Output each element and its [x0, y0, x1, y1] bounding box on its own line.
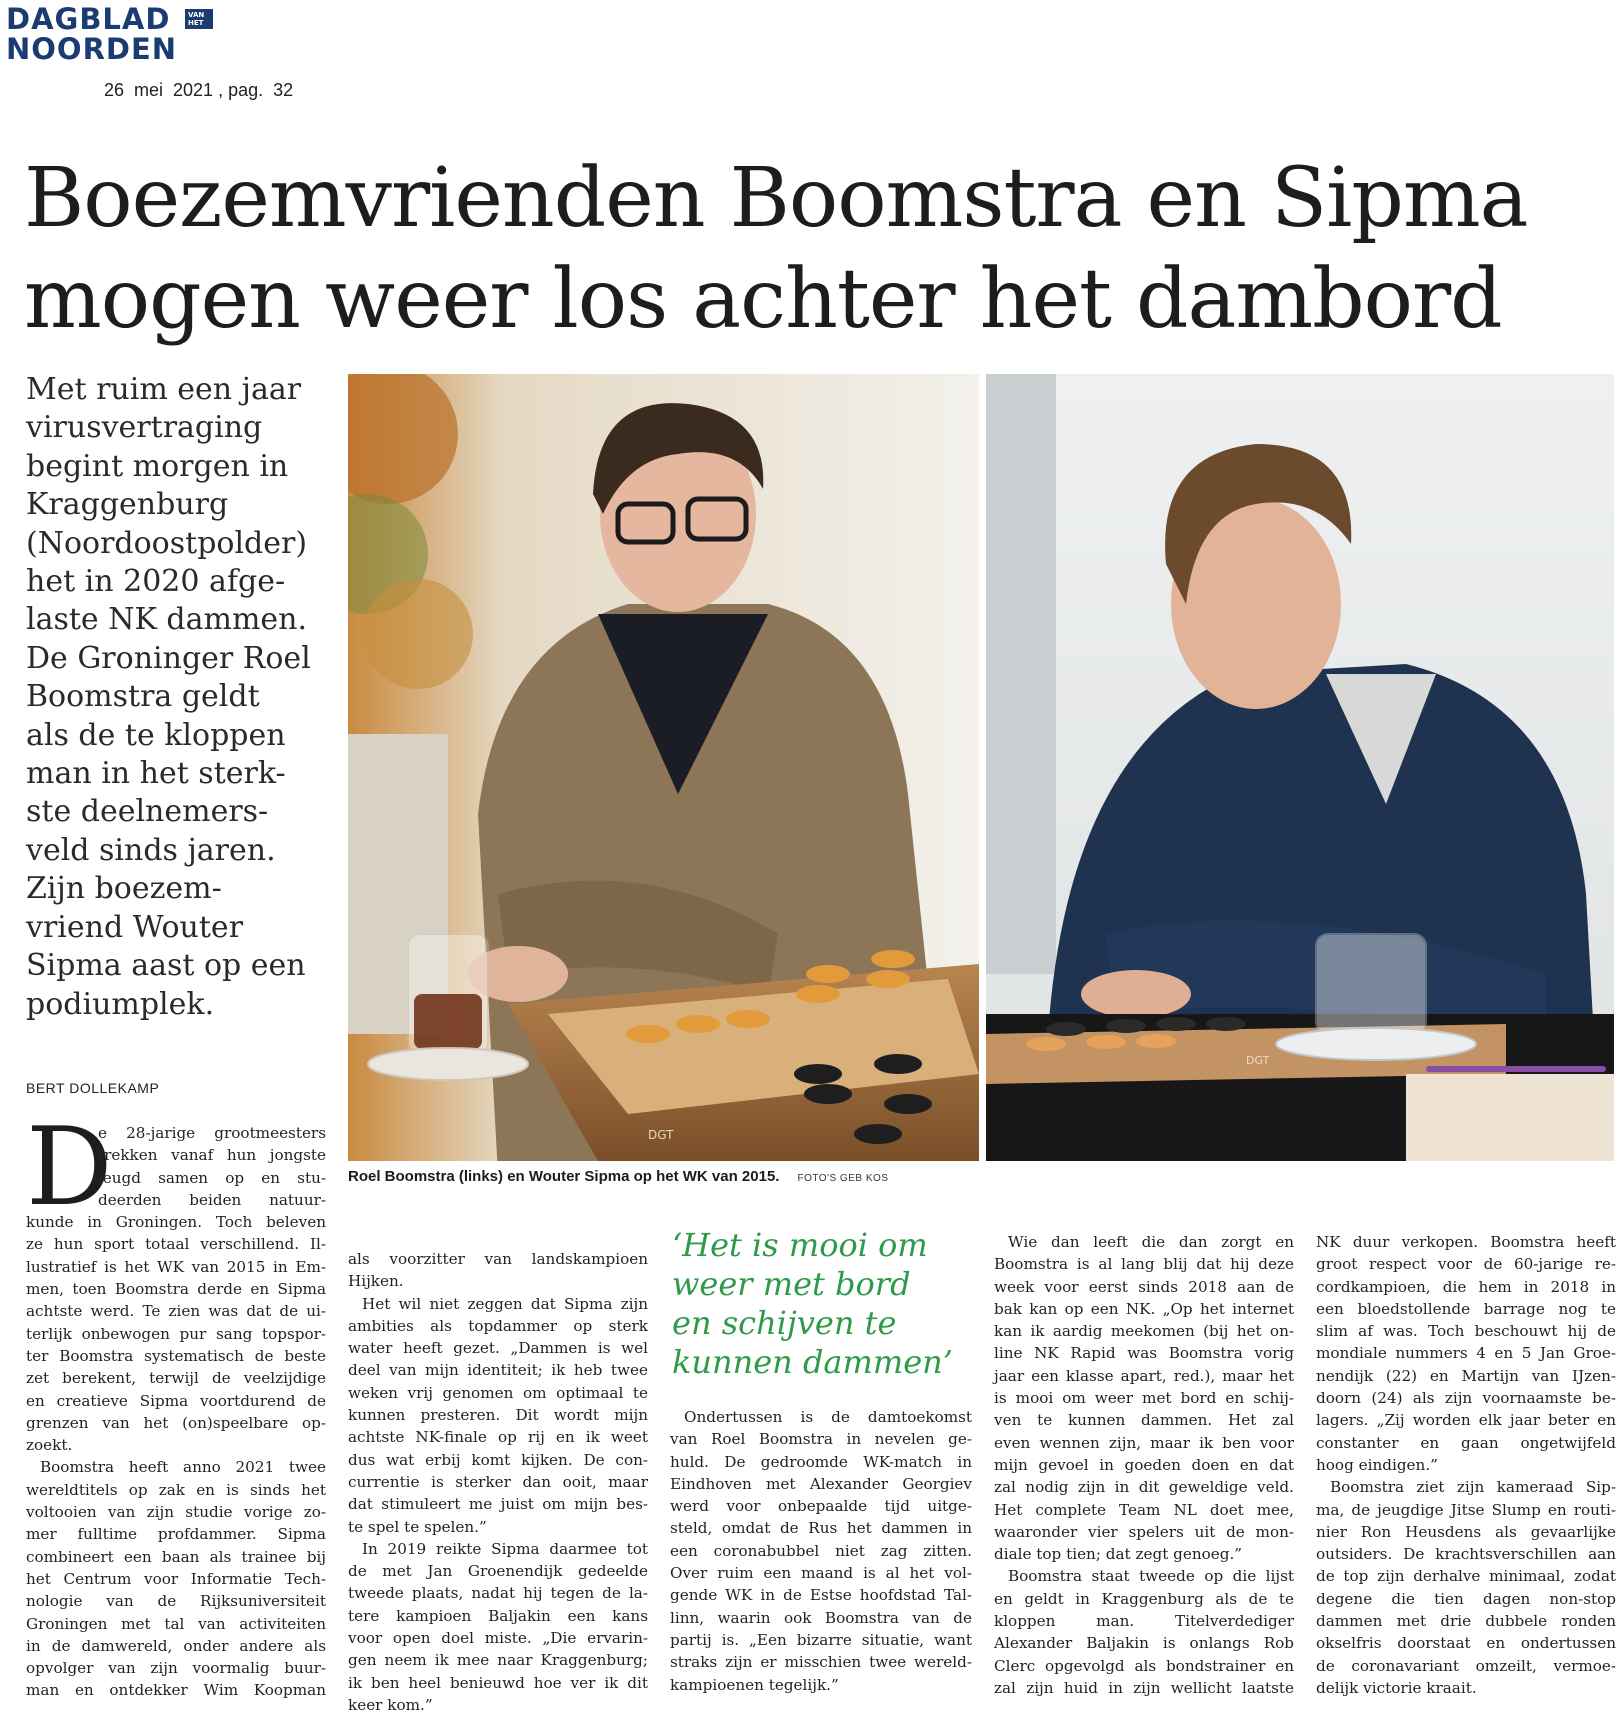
- body-line: waaronder vier spelers uit de mon-: [994, 1522, 1294, 1541]
- body-line: als voorzitter van landskampioen: [348, 1250, 648, 1268]
- body-line: de met Jan Groenendijk gedeelde: [348, 1562, 648, 1581]
- body-line: gen neem ik mee naar Kraggenburg;: [348, 1651, 648, 1670]
- body-line: dat stimuleert me juist om mijn bes-: [348, 1495, 648, 1514]
- body-line: zet berekent, terwijl de veelzijdige: [26, 1369, 326, 1388]
- body-line: Het complete Team NL doet mee,: [994, 1500, 1294, 1519]
- body-line: lustratief is het WK van 2015 in Em-: [26, 1257, 326, 1276]
- body-line: constanter en gaan ongetwijfeld: [1316, 1433, 1616, 1452]
- body-line: jaar een klasse apart, red.), maar het: [994, 1366, 1294, 1385]
- photo-roel-boomstra: [348, 374, 979, 1161]
- body-line: Alexander Baljakin is onlangs Rob: [994, 1634, 1294, 1653]
- photo-wouter-sipma: [986, 374, 1614, 1161]
- body-line: te spel te spelen.”: [348, 1517, 487, 1536]
- body-line: werd voor onbepaalde tijd uitge-: [670, 1497, 972, 1516]
- body-line: voor open doel miste. „Die ervarin-: [348, 1629, 648, 1648]
- body-line: opvolger van zijn voormalig buur-: [26, 1659, 326, 1678]
- body-line: het Centrum voor Informatie Tech-: [26, 1569, 326, 1588]
- body-line: kan ik aardig meekomen (bij het on-: [994, 1322, 1294, 1341]
- body-line: zal nodig zijn in dit geweldige veld.: [994, 1478, 1294, 1497]
- intro-line: begint morgen in: [26, 448, 289, 484]
- body-line: terlijk onbewogen pur sang topspor-: [26, 1324, 326, 1343]
- body-line: Boomstra staat tweede op die lijst: [1008, 1567, 1294, 1586]
- body-column-3: [670, 1406, 972, 1696]
- body-line: nologie van de Rijksuniversiteit: [26, 1592, 326, 1611]
- headline: [24, 148, 1614, 350]
- body-line: kunde in Groningen. Toch beleven: [26, 1213, 326, 1232]
- intro-line: laste NK dammen.: [26, 602, 308, 638]
- intro-line: Boomstra geldt: [26, 679, 260, 715]
- body-line: dus wat erbij komt kijken. De con-: [348, 1450, 648, 1469]
- body-line: Boomstra heeft anno 2021 twee: [40, 1458, 326, 1477]
- body-line: ze hun sport totaal verschillend. Il-: [26, 1235, 326, 1254]
- intro-line: (Noordoostpolder): [26, 525, 308, 561]
- body-line: delijk victorie kraait.: [1316, 1678, 1477, 1697]
- body-column-5: [1316, 1231, 1616, 1699]
- intro-line: veld sinds jaren.: [26, 832, 276, 868]
- intro-line: het in 2020 afge-: [26, 564, 286, 600]
- photo-caption: [348, 1168, 888, 1185]
- body-line: voltooien van zijn studie vorige zo-: [26, 1503, 326, 1522]
- body-line: weken vrij genomen om optimaal te: [348, 1383, 648, 1402]
- body-line: diale top tien; dat zegt genoeg.”: [994, 1545, 1243, 1564]
- board-logo-text: DGT: [648, 1128, 674, 1142]
- pull-quote-line: kunnen dammen’: [672, 1343, 953, 1381]
- body-column-2: [348, 1248, 648, 1716]
- dateline: 26 mei 2021 , pag. 32: [104, 80, 294, 100]
- body-line: ven te kunnen dammen. Het zal: [994, 1411, 1294, 1430]
- body-line: Groningen met tal van activiteiten: [26, 1614, 326, 1633]
- intro-line: Sipma aast op een: [26, 948, 306, 984]
- body-line: okselfris doorstaat en ondertussen: [1316, 1634, 1616, 1653]
- body-line: groot respect voor de 60-jarige re-: [1316, 1255, 1616, 1274]
- body-column-4: [994, 1231, 1294, 1699]
- body-line: de top zijn derhalve minimaal, zodat: [1316, 1567, 1616, 1586]
- pull-quote-line: weer met bord: [672, 1265, 911, 1303]
- body-line: nendijk (22) en Martijn van IJzen-: [1316, 1366, 1616, 1385]
- newspaper-logo: [6, 3, 216, 65]
- body-line: grenzen van het (on)speelbare op-: [26, 1413, 326, 1432]
- intro-line: Zijn boezem-: [26, 871, 222, 907]
- body-line: jeugd samen op en stu-: [98, 1168, 326, 1187]
- body-line: kampioenen tegelijk.”: [670, 1675, 839, 1694]
- body-line: nier Ron Heusdens als gevaarlijke: [1316, 1522, 1616, 1541]
- body-line: combineert een baan als trainee bij: [26, 1547, 326, 1566]
- body-line: degene die tien dagen non-stop: [1316, 1589, 1616, 1608]
- body-line: mer fulltime profdammer. Sipma: [26, 1525, 326, 1544]
- body-line: line NK Rapid was Boomstra vorig: [994, 1344, 1294, 1363]
- intro-line: vriend Wouter: [26, 909, 244, 945]
- body-line: keer kom.”: [348, 1695, 433, 1714]
- headline-line: Boezemvrienden Boomstra en Sipma: [24, 151, 1528, 246]
- body-line: slim af was. Toch beschouwt hij de: [1316, 1322, 1616, 1341]
- caption-text: Roel Boomstra (links) en Wouter Sipma op het WK van 2015.: [348, 1168, 780, 1185]
- body-column-1: [26, 1122, 326, 1702]
- photo-credit: FOTO'S GEB KOS: [797, 1173, 889, 1184]
- body-line: even wennen zijn, maar ik ben voor: [994, 1433, 1294, 1452]
- intro-line: als de te kloppen: [26, 717, 286, 753]
- body-line: week voor eerst sinds 2018 aan de: [994, 1277, 1294, 1296]
- body-line: NK duur verkopen. Boomstra heeft: [1316, 1233, 1616, 1251]
- pull-quote-line: ‘Het is mooi om: [672, 1226, 928, 1264]
- body-line: water heeft gezet. „Dammen is wel: [348, 1339, 648, 1358]
- body-line: mondiale nummers 4 en 5 Jan Groe-: [1316, 1344, 1616, 1363]
- byline: BERT DOLLEKAMP: [26, 1080, 160, 1096]
- logo-line-2: NOORDEN: [6, 32, 178, 66]
- pull-quote-line: en schijven te: [672, 1304, 897, 1342]
- intro-line: podiumplek.: [26, 986, 215, 1022]
- body-line: In 2019 reikte Sipma daarmee tot: [362, 1539, 648, 1558]
- body-line: doorn (24) als zijn voornaamste be-: [1316, 1389, 1616, 1408]
- body-line: linn, waarin ook Boomstra van de: [670, 1608, 972, 1627]
- body-line: gende WK in de Estse hoofdstad Tal-: [670, 1586, 972, 1605]
- body-line: Ondertussen is de damtoekomst: [684, 1408, 972, 1426]
- body-line: hoog eindigen.”: [1316, 1455, 1438, 1474]
- body-line: en geldt in Kraggenburg als de te: [994, 1589, 1294, 1608]
- body-line: wereldtitels op zak en is sinds het: [26, 1480, 326, 1499]
- body-line: en creatieve Sipma voortdurend de: [26, 1391, 326, 1410]
- body-line: Hijken.: [348, 1272, 404, 1291]
- body-line: mijn gevoel in goeden doen en dat: [994, 1455, 1294, 1474]
- body-line: huld. De gedroomde WK-match in: [670, 1452, 972, 1471]
- body-line: een bloedstollende barrage nog te: [1316, 1299, 1616, 1318]
- body-line: zoekt.: [26, 1436, 73, 1455]
- intro-line: Kraggenburg: [26, 487, 229, 523]
- body-line: Boomstra is al lang blij dat hij deze: [994, 1255, 1294, 1274]
- body-line: Over ruim een maand is al het vol-: [670, 1564, 972, 1583]
- body-line: Eindhoven met Alexander Georgiev: [670, 1474, 972, 1493]
- body-line: lagers. „Zij worden elk jaar beter en: [1316, 1411, 1616, 1430]
- intro-line: ste deelnemers-: [26, 794, 269, 830]
- headline-line: mogen weer los achter het dambord: [24, 252, 1502, 347]
- body-line: achtste werd. Te zien was dat de ui-: [26, 1302, 326, 1321]
- body-line: deerden beiden natuur-: [98, 1190, 326, 1209]
- body-line: men, toen Boomstra derde en Sipma: [26, 1280, 326, 1299]
- board-logo-text-2: DGT: [1246, 1054, 1270, 1067]
- body-line: Het wil niet zeggen dat Sipma zijn: [362, 1294, 648, 1313]
- body-line: dammen met drie dubbele ronden: [1316, 1612, 1616, 1631]
- body-line: in de damwereld, onder andere als: [26, 1636, 326, 1655]
- body-line: ter Boomstra systematisch de beste: [26, 1346, 326, 1365]
- body-line: man en ontdekker Wim Koopman: [26, 1681, 326, 1700]
- body-line: outsiders. De krachtsverschillen aan: [1316, 1545, 1616, 1564]
- intro-paragraph: [26, 371, 346, 1024]
- body-line: kunnen presteren. Dit wordt mijn: [348, 1406, 648, 1425]
- body-line: is mooi om weer met bord en schij-: [994, 1389, 1294, 1408]
- body-line: cordkampioen, die hem in 2018 in: [1316, 1277, 1616, 1296]
- body-line: tweede plaats, nadat hij tegen de la-: [348, 1584, 648, 1603]
- body-line: deel van mijn identiteit; ik heb twee: [348, 1361, 648, 1380]
- body-line: kloppen man. Titelverdediger: [994, 1612, 1294, 1631]
- intro-line: De Groninger Roel: [26, 640, 311, 676]
- body-line: straks zijn er misschien twee wereld-: [670, 1653, 972, 1672]
- pull-quote: [672, 1226, 972, 1382]
- body-line: tere kampioen Baljakin een kans: [348, 1606, 648, 1625]
- body-line: currentie is sterker dan ooit, maar: [348, 1472, 648, 1491]
- body-line: de coronavariant omzeilt, vermoe-: [1316, 1656, 1616, 1675]
- body-line: e 28-jarige grootmeesters: [98, 1124, 326, 1142]
- body-line: achtste NK-finale op rij en ik weet: [348, 1428, 648, 1447]
- body-line: partij is. „Een bizarre situatie, want: [670, 1630, 972, 1649]
- body-line: Clerc opgevolgd als bondstrainer en: [994, 1656, 1294, 1675]
- body-line: ma, de jeugdige Jitse Slump en routi-: [1316, 1500, 1616, 1519]
- body-line: steld, omdat de Rus het dammen in: [670, 1519, 972, 1538]
- intro-line: virusvertraging: [26, 410, 263, 446]
- body-line: trekken vanaf hun jongste: [98, 1146, 326, 1165]
- body-line: van Roel Boomstra in nevelen ge-: [670, 1430, 972, 1449]
- body-line: bak kan op een NK. „Op het internet: [994, 1299, 1294, 1318]
- drop-cap: D: [26, 1105, 113, 1230]
- body-line: ambities als topdammer op sterk: [348, 1316, 648, 1335]
- body-line: ik ben heel benieuwd hoe ver ik dit: [348, 1673, 648, 1692]
- logo-badge: VAN HET: [185, 9, 213, 29]
- body-line: Wie dan leeft die dan zorgt en: [1008, 1233, 1294, 1251]
- intro-line: Met ruim een jaar: [26, 372, 302, 407]
- logo-line-1: DAGBLAD: [6, 2, 171, 36]
- body-line: Boomstra ziet zijn kameraad Sip-: [1330, 1478, 1616, 1497]
- body-line: zal zijn huid in zijn wellicht laatste: [994, 1678, 1294, 1697]
- intro-line: man in het sterk-: [26, 756, 286, 792]
- body-line: een coronabubbel niet zag zitten.: [670, 1541, 972, 1560]
